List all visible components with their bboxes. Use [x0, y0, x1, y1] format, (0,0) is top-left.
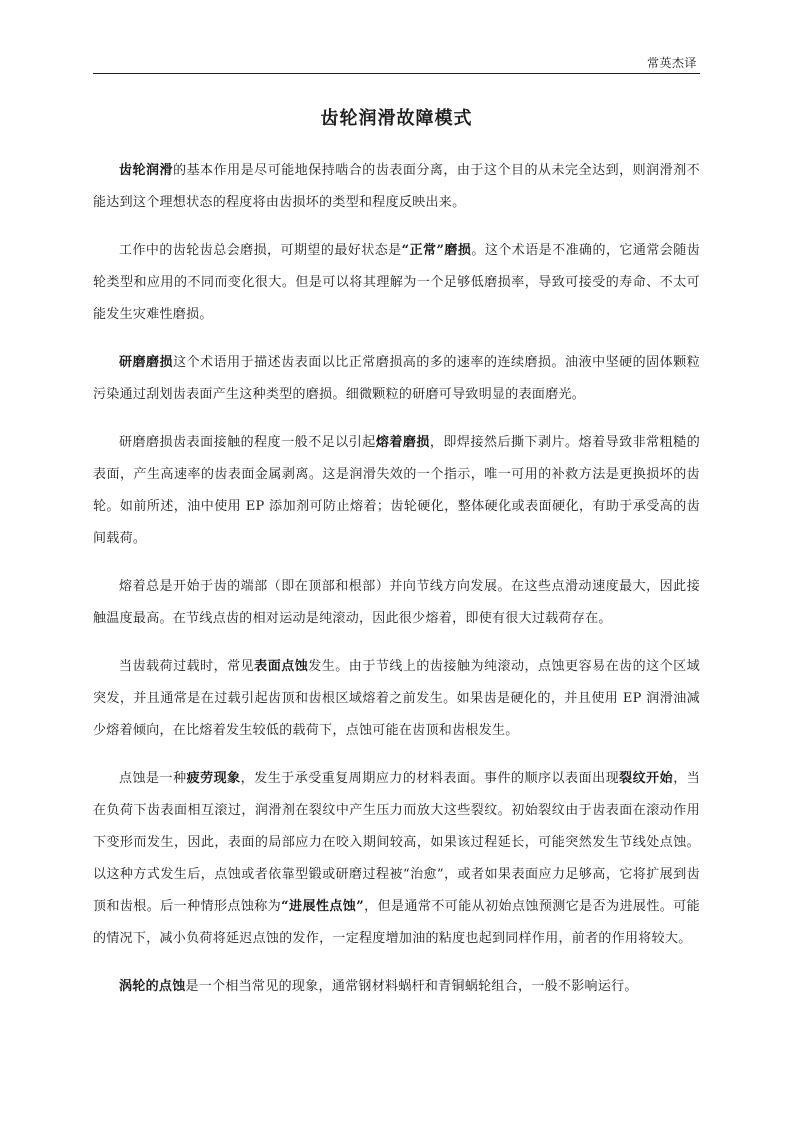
paragraph: [93, 235, 700, 331]
text-run: ，发生于承受重复周期应力的材料表面。事件的顺序以表面出现: [240, 771, 620, 786]
paragraph-gap: [93, 555, 700, 571]
text-run: 熔着总是开始于齿的端部（即在顶部和根部）并向节线方向发展。在这些点滑动速度最大，因此接触温度最高。在节线点齿的相对运动是纯滚动，因此很少熔着，即使有很大过载荷存在。: [93, 579, 700, 626]
text-run: 是一个相当常见的现象，通常钢材料蜗杆和青铜蜗轮组合，一般不影响运行。: [185, 979, 638, 994]
text-run: 点蚀是一种: [119, 771, 187, 786]
text-run: 研磨磨损齿表面接触的程度一般不足以引起: [119, 435, 376, 450]
paragraph: [93, 763, 700, 955]
bold-term: 齿轮润滑: [119, 163, 174, 178]
bold-term: 裂纹开始: [619, 771, 674, 786]
paragraph: [93, 347, 700, 411]
text-run: 的基本作用是尽可能地保持啮合的齿表面分离，由于这个目的从未完全达到，则润滑剂不能达到这个理想状态的程度将由齿损坏的类型和程度反映出来。: [93, 163, 701, 210]
text-run: 当齿载荷过载时，常见: [119, 659, 255, 674]
paragraph-gap: [93, 635, 700, 651]
header-rule: [93, 73, 700, 74]
bold-term: “进展性点蚀”: [281, 899, 365, 914]
paragraph: [93, 571, 700, 635]
bold-term: 研磨磨损: [119, 355, 174, 370]
paragraph: [93, 651, 700, 747]
bold-term: 表面点蚀: [254, 659, 309, 674]
paragraph: [93, 427, 700, 555]
text-run: 发生。由于节线上的齿接触为纯滚动，点蚀更容易在齿的这个区域突发，并且通常是在过载引起齿顶和齿根区域熔着之前发生。如果齿是硬化的，并且使用 EP 润滑油减少熔着倾向，在比熔着发生较低的载荷下，点蚀可能在齿顶和齿根发生。: [93, 659, 701, 738]
paragraph-gap: [93, 331, 700, 347]
paragraph-gap: [93, 219, 700, 235]
bold-term: 熔着磨损: [375, 435, 430, 450]
text-run: 。这个术语是不准确的，它通常会随齿轮类型和应用的不同而变化很大。但是可以将其理解为一个足够低磨损率，导致可接受的寿命、不太可能发生灾难性磨损。: [93, 243, 700, 322]
paragraph-gap: [93, 955, 700, 971]
paragraph-gap: [93, 411, 700, 427]
text-run: 工作中的齿轮齿总会磨损，可期望的最好状态是: [119, 243, 402, 258]
bold-term: 涡轮的点蚀: [119, 979, 186, 994]
text-run: 这个术语用于描述齿表面以比正常磨损高的多的速率的连续磨损。油液中坚硬的固体颗粒污染通过刮划齿表面产生这种类型的磨损。细微颗粒的研磨可导致明显的表面磨光。: [93, 355, 701, 402]
paragraph: [93, 971, 700, 1003]
bold-term: 疲劳现象: [186, 771, 241, 786]
bold-term: “正常”磨损: [401, 243, 472, 258]
header-author: 常英杰译: [646, 56, 697, 70]
paragraph: [93, 155, 700, 219]
text-run: ，即焊接然后撕下剥片。熔着导致非常粗糙的表面，产生高速率的齿表面金属剥离。这是润滑失效的一个指示，唯一可用的补救方法是更换损坏的齿轮。如前所述，油中使用 EP 添加剂可防止熔着；齿轮硬化，整体硬化或表面硬化，有助于承受高的齿间载荷。: [93, 435, 700, 546]
text-run: ，但是通常不可能从初始点蚀预测它是否为进展性。可能的情况下，减小负荷将延迟点蚀的发作，一定程度增加油的粘度也起到同样作用，前者的作用将较大。: [93, 899, 700, 946]
paragraph-gap: [93, 747, 700, 763]
document-body: [93, 155, 700, 1003]
page-title: 齿轮润滑故障模式: [320, 108, 473, 129]
text-run: ，当在负荷下齿表面相互滚过，润滑剂在裂纹中产生压力而放大这些裂纹。初始裂纹由于齿表面在滚动作用下变形而发生，因此，表面的局部应力在咬入期间较高，如果该过程延长，可能突然发生节线处点蚀。以这种方式发生后，点蚀或者依靠型锻或研磨过程被“治愈”，或者如果表面应力足够高，它将扩展到齿顶和齿根。后一种情形点蚀称为: [93, 771, 701, 914]
